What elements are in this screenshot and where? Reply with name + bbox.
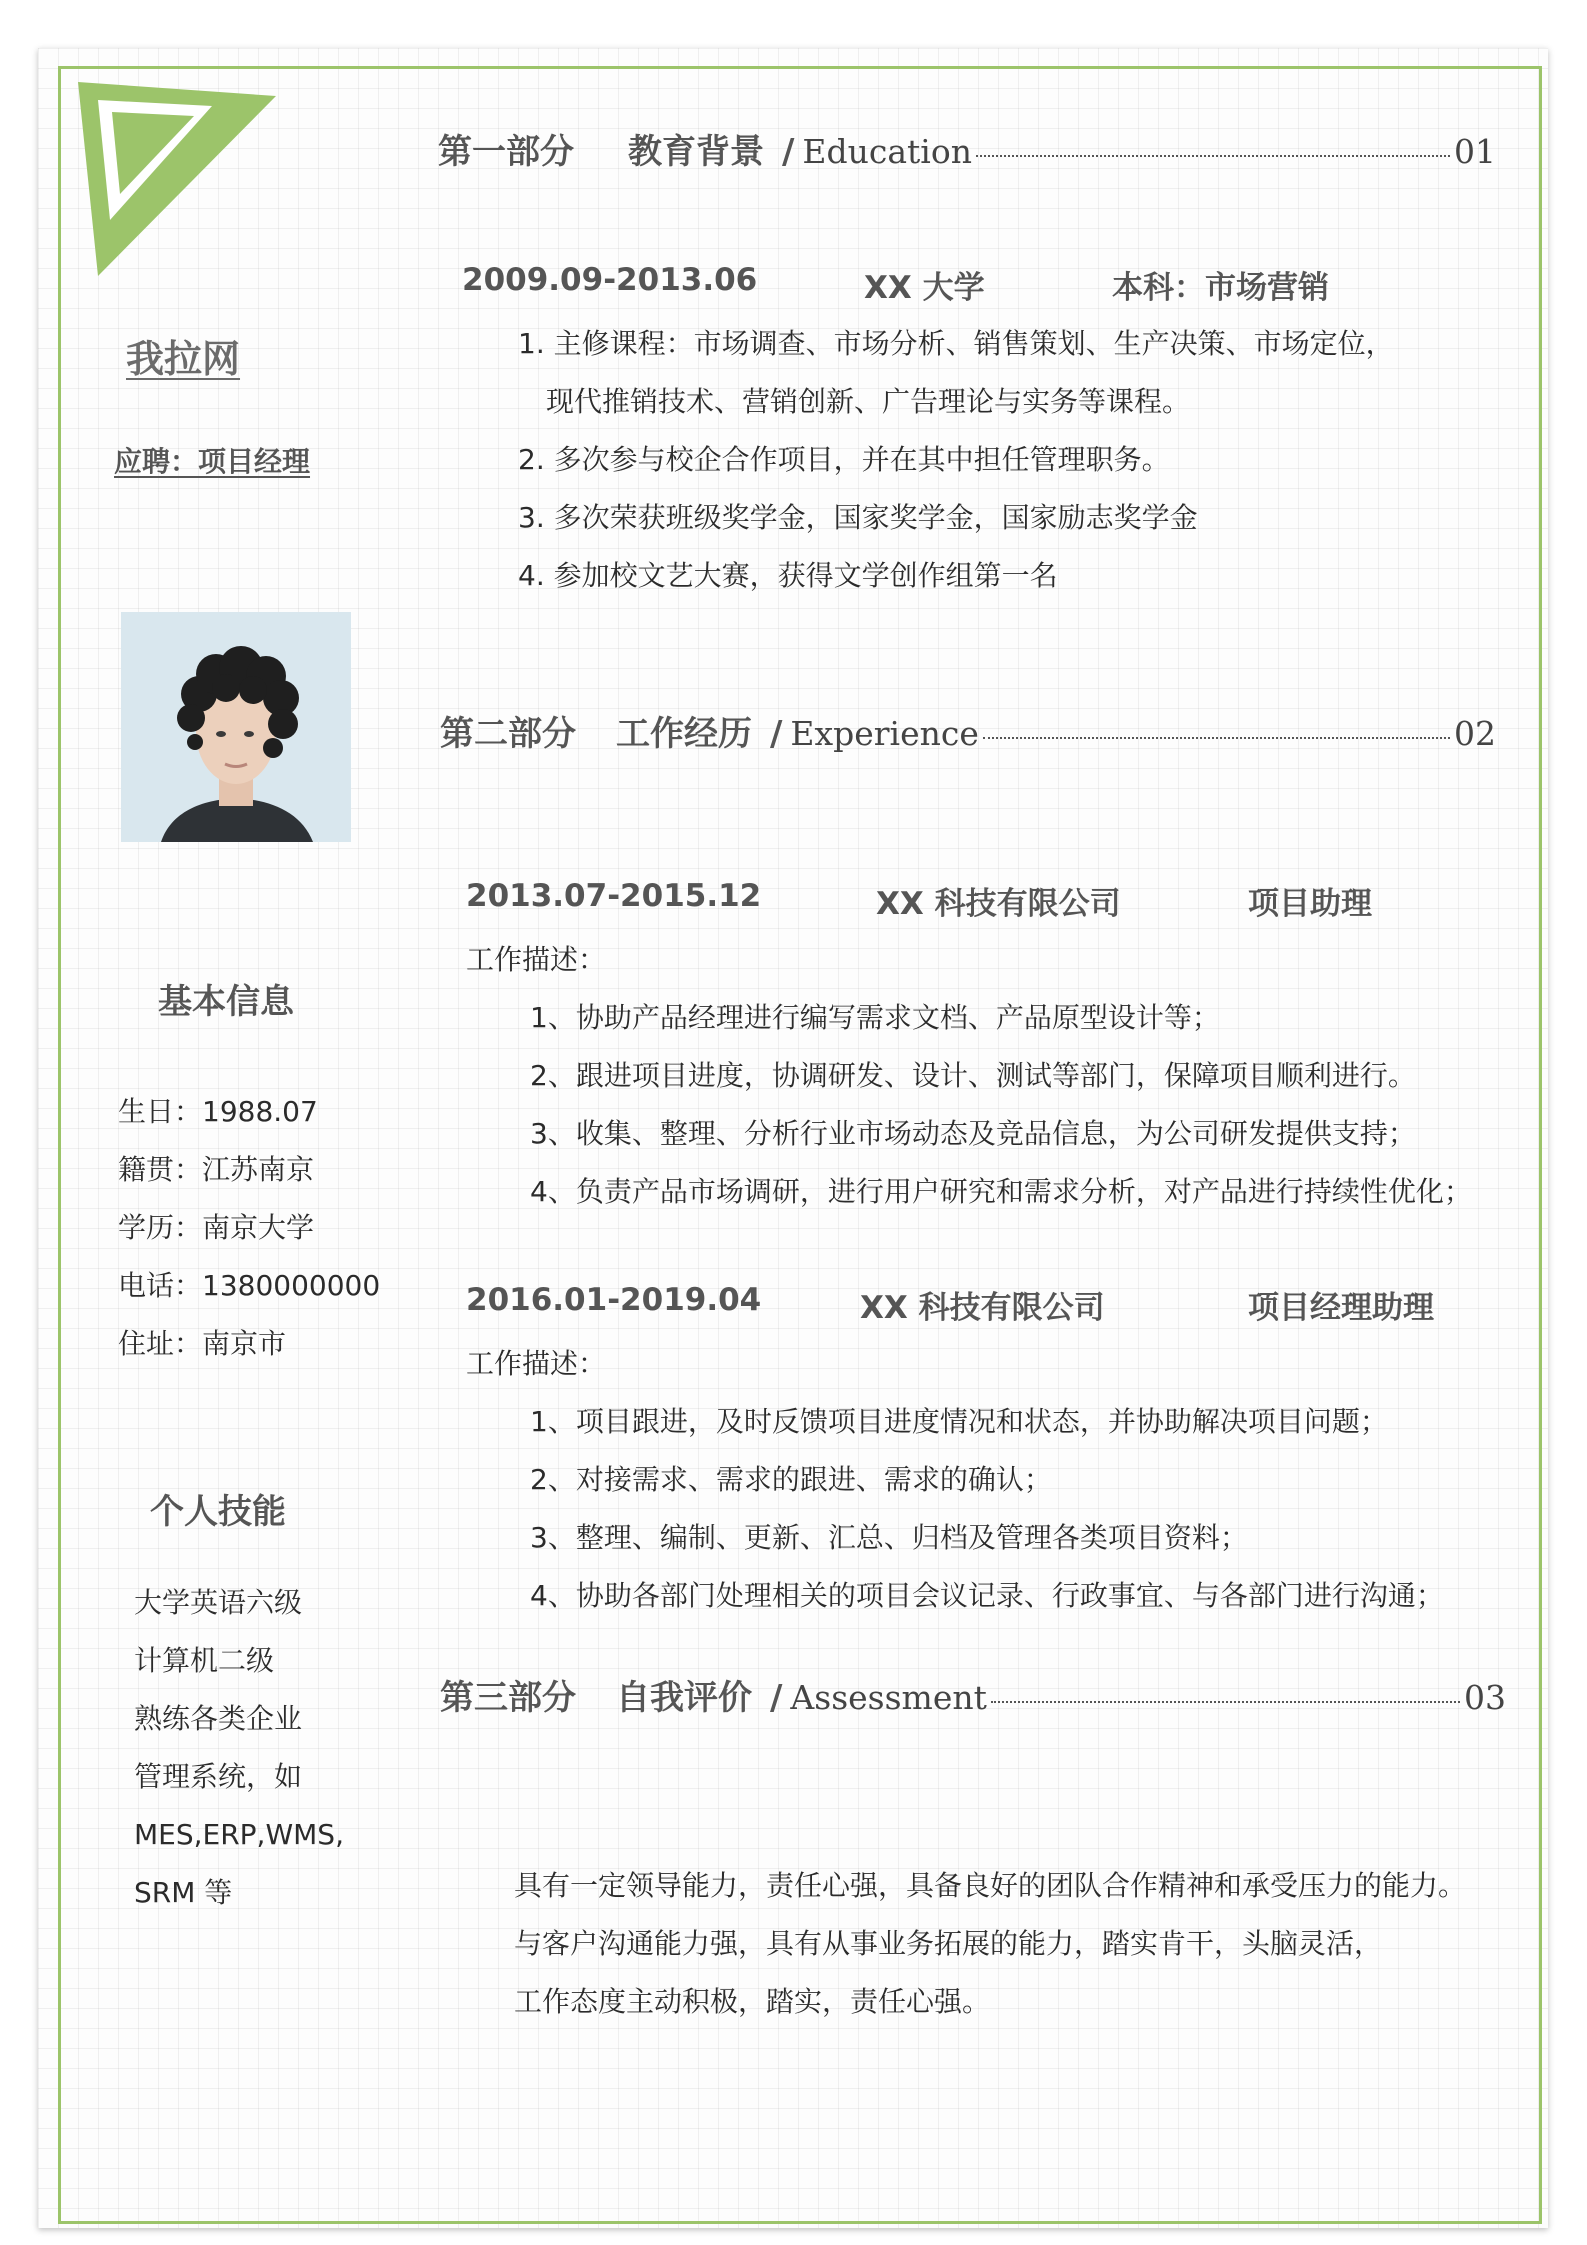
- job-company: XX 科技有限公司: [860, 1290, 1105, 1326]
- skills-heading: 个人技能: [150, 1492, 286, 1532]
- assessment-section-header: 第三部分 自我评价 / Assessment 03: [440, 1670, 1506, 1719]
- education-item: 1. 主修课程：市场调查、市场分析、销售策划、生产决策、市场定位，: [518, 327, 1394, 360]
- skill-line: 熟练各类企业: [134, 1702, 303, 1735]
- info-hometown: 籍贯：江苏南京: [118, 1153, 315, 1186]
- job-item: 1、项目跟进，及时反馈项目进度情况和状态，并协助解决项目问题；: [530, 1405, 1388, 1438]
- education-item: 3. 多次荣获班级奖学金，国家奖学金，国家励志奖学金: [518, 501, 1198, 534]
- job-item: 4、负责产品市场调研，进行用户研究和需求分析，对产品进行持续性优化；: [530, 1175, 1472, 1208]
- assessment-line: 具有一定领导能力，责任心强，具备良好的团队合作精神和承受压力的能力。: [514, 1869, 1467, 1902]
- dotted-leader: [976, 155, 1450, 157]
- skill-line: SRM 等: [134, 1876, 233, 1909]
- section-part: 第二部分: [440, 714, 576, 754]
- assessment-line: 工作态度主动积极，踏实，责任心强。: [514, 1985, 991, 2018]
- education-item: 现代推销技术、营销创新、广告理论与实务等课程。: [546, 385, 1191, 418]
- job-period: 2016.01-2019.04: [466, 1282, 762, 1318]
- dotted-leader: [991, 1701, 1460, 1703]
- job-item: 4、协助各部门处理相关的项目会议记录、行政事宜、与各部门进行沟通；: [530, 1579, 1444, 1612]
- candidate-name: 我拉网: [126, 337, 241, 381]
- skill-line: MES,ERP,WMS,: [134, 1818, 344, 1851]
- skills-list: [134, 1574, 344, 1922]
- corner-triangle-icon: [62, 70, 282, 280]
- experience-section-header: 第二部分 工作经历 / Experience 02: [440, 706, 1496, 755]
- job-item: 3、收集、整理、分析行业市场动态及竞品信息，为公司研发提供支持；: [530, 1117, 1416, 1150]
- section-number: 03: [1464, 1678, 1506, 1717]
- section-en-title: Experience: [790, 714, 979, 753]
- section-title: 教育背景: [628, 132, 764, 172]
- education-school: XX 大学: [864, 270, 985, 306]
- section-part: 第三部分: [440, 1678, 576, 1718]
- basic-info-heading: 基本信息: [158, 982, 294, 1022]
- skill-line: 管理系统，如: [134, 1760, 303, 1793]
- section-en-title: Education: [802, 132, 972, 171]
- education-section-header: 第一部分 教育背景 / Education 01: [438, 124, 1496, 173]
- education-period: 2009.09-2013.06: [462, 262, 758, 298]
- job-company: XX 科技有限公司: [876, 886, 1121, 922]
- section-number: 02: [1454, 714, 1496, 753]
- job-item: 2、跟进项目进度，协调研发、设计、测试等部门，保障项目顺利进行。: [530, 1059, 1416, 1092]
- job-item: 2、对接需求、需求的跟进、需求的确认；: [530, 1463, 1052, 1496]
- job-period: 2013.07-2015.12: [466, 878, 762, 914]
- education-item: 2. 多次参与校企合作项目，并在其中担任管理职务。: [518, 443, 1170, 476]
- education-major: 本科：市场营销: [1112, 270, 1329, 306]
- job-item: 3、整理、编制、更新、汇总、归档及管理各类项目资料；: [530, 1521, 1248, 1554]
- job-desc-label: 工作描述：: [466, 1347, 607, 1380]
- section-title: 自我评价: [616, 1678, 752, 1718]
- section-title: 工作经历: [616, 714, 752, 754]
- dotted-leader: [983, 737, 1450, 739]
- education-item: 4. 参加校文艺大赛，获得文学创作组第一名: [518, 559, 1058, 592]
- section-en-title: Assessment: [790, 1678, 987, 1717]
- applied-position: 应聘：项目经理: [114, 445, 311, 478]
- basic-info-list: [118, 1083, 380, 1373]
- section-part: 第一部分: [438, 132, 574, 172]
- job-desc-label: 工作描述：: [466, 943, 607, 976]
- section-number: 01: [1454, 132, 1496, 171]
- job-item: 1、协助产品经理进行编写需求文档、产品原型设计等；: [530, 1001, 1220, 1034]
- skill-line: 大学英语六级: [134, 1586, 303, 1619]
- info-education: 学历：南京大学: [118, 1211, 315, 1244]
- job-role: 项目助理: [1248, 886, 1372, 922]
- info-address: 住址：南京市: [118, 1327, 287, 1360]
- info-phone: 电话：1380000000: [118, 1269, 381, 1302]
- skill-line: 计算机二级: [134, 1644, 275, 1677]
- assessment-line: 与客户沟通能力强，具有从事业务拓展的能力，踏实肯干，头脑灵活，: [514, 1927, 1383, 1960]
- portrait-photo: [121, 612, 351, 842]
- job-role: 项目经理助理: [1248, 1290, 1434, 1326]
- info-birthday: 生日：1988.07: [118, 1095, 318, 1128]
